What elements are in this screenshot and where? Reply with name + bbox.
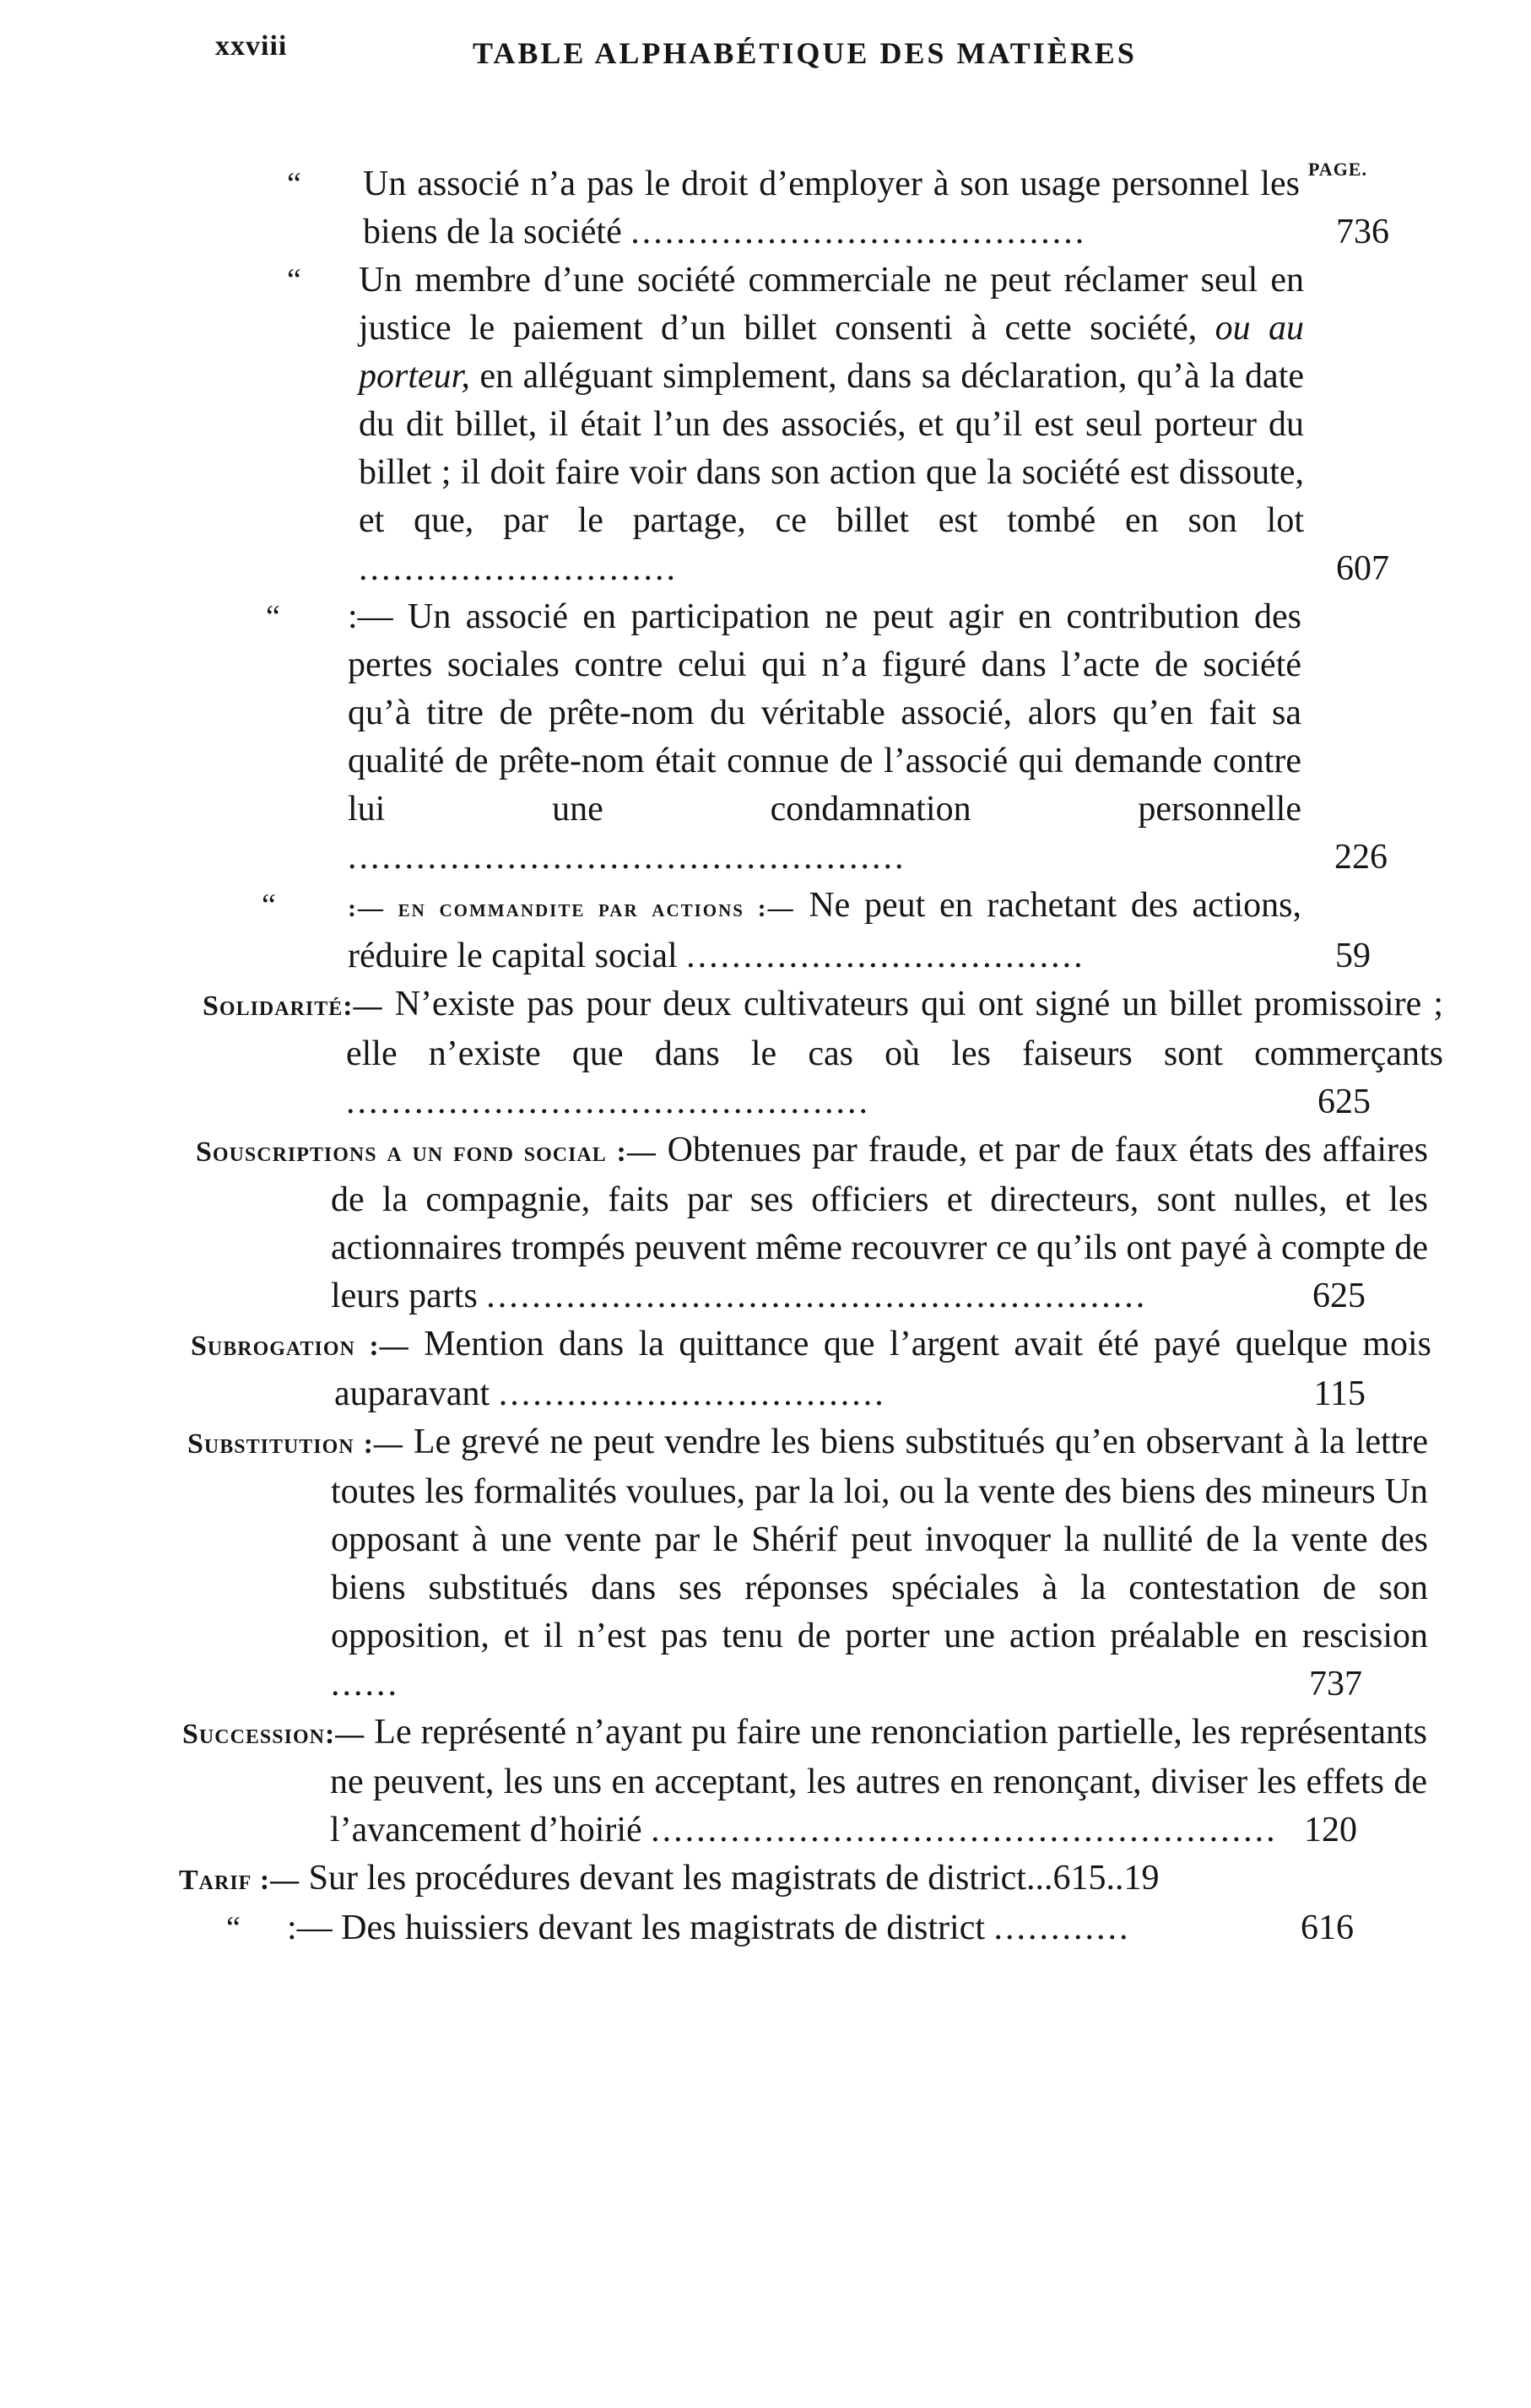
leader-dots: .................................. — [498, 1374, 886, 1413]
page-reference: 625 — [1317, 1083, 1371, 1121]
leader-dots: ............................ — [359, 549, 678, 588]
entry-text: Un associé n’a pas le droit d’employer à son usage personnel les biens de la société — [363, 165, 1300, 251]
page-reference: 120 — [1304, 1811, 1357, 1849]
leader-dots: ...... — [331, 1665, 399, 1703]
entry-text: Obtenues par fraude, et par de faux états des affaires de la compagnie, faits par ses officiers et directeurs, sont nulles, et les actionnaires trompés peuvent même recouvrer ce qu’ils ont payé à compte de leurs parts — [331, 1131, 1428, 1315]
page-header — [215, 30, 1388, 81]
index-entry — [0, 1418, 1531, 1709]
entry-text: Mention dans la quittance que l’argent avait été payé quelque mois auparavant — [334, 1325, 1431, 1413]
entry-text-italic: ou au porteur, — [359, 309, 1305, 396]
index-entry — [0, 1126, 1531, 1320]
ditto-marker: “ — [287, 262, 301, 298]
page-column-label: PAGE. — [1308, 159, 1367, 180]
entry-text-continued: en alléguant simplement, dans sa déclaration, qu’à la date du dit billet, il était l’un des associés, et qu’il est seul porteur du billet ; il doit faire voir dans son action que la société est dissoute, et que, par le partage, ce billet est tombé en son lot — [359, 357, 1305, 540]
page-reference: 59 — [1335, 937, 1371, 975]
index-entry — [0, 1855, 1531, 1904]
index-entry — [0, 160, 1531, 256]
page-reference: 616 — [1301, 1909, 1354, 1947]
entry-text: Un membre d’une société commerciale ne peut réclamer seul en justice le paiement d’un billet consenti à cette société, — [359, 261, 1304, 348]
entry-heading: Substitution :— — [187, 1428, 403, 1460]
subheading: :— en commandite par actions :— — [348, 894, 795, 922]
page-reference: 736 — [1336, 213, 1389, 251]
entry-text: :— Un associé en participation ne peut agir en contribution des pertes sociales contre celui qui n’a figuré dans l’acte de société qu’à titre de prête-nom du véritable associé, alors qu’en fait sa qualité de prête-nom était connue de l’associé qui demande contre lui une condamnation personnelle — [348, 597, 1301, 829]
page-number: xxviii — [215, 30, 288, 62]
leader-dots: ................................................. — [348, 838, 906, 877]
leader-dots: .............................................. — [346, 1083, 870, 1121]
entry-heading: Souscriptions a un fond social :— — [196, 1137, 657, 1168]
leader-dots: ................................... — [686, 937, 1085, 975]
entry-text: Le représenté n’ayant pu faire une renonciation partielle, les représentants ne peuvent, les uns en acceptant, les autres en renonçant, diviser les effets de l’avancement d’hoirié — [330, 1713, 1427, 1849]
ditto-marker: “ — [266, 599, 280, 634]
index-entry — [0, 882, 1531, 980]
index-entry — [0, 593, 1531, 882]
entry-text: :— Des huissiers devant les magistrats de district — [287, 1909, 986, 1947]
leader-dots: ............ — [993, 1909, 1131, 1947]
leader-dots: ....................................................... — [651, 1811, 1278, 1849]
page-reference: 115 — [1313, 1374, 1366, 1413]
entry-heading: Succession:— — [182, 1719, 365, 1750]
entry-text: Ne peut en rachetant des actions, réduire le capital social — [348, 886, 1301, 975]
index-entry — [0, 1320, 1531, 1418]
page-reference: 226 — [1334, 838, 1388, 877]
page-reference: 607 — [1336, 549, 1389, 588]
running-title: TABLE ALPHABÉTIQUE DES MATIÈRES — [473, 36, 1137, 70]
index-entry — [0, 1904, 1531, 1952]
entry-text: Sur les procédures devant les magistrats de district...615..19 — [308, 1859, 1160, 1898]
entry-heading: Tarif :— — [179, 1865, 300, 1896]
index-entry — [0, 980, 1531, 1126]
index-entry — [0, 256, 1531, 593]
ditto-marker: “ — [226, 1910, 241, 1946]
index-entries — [0, 152, 1531, 1952]
index-entry — [0, 1709, 1531, 1855]
page-reference: 737 — [1309, 1665, 1362, 1703]
entry-heading: Subrogation :— — [191, 1331, 409, 1362]
leader-dots: ........................................ — [630, 213, 1087, 251]
page-reference: 625 — [1312, 1277, 1366, 1315]
entry-text: N’existe pas pour deux cultivateurs qui ont signé un billet promissoire ; elle n’existe que dans le cas où les faiseurs sont commerçants — [346, 985, 1443, 1073]
ditto-marker: “ — [262, 888, 276, 923]
leader-dots: .......................................................... — [486, 1277, 1148, 1315]
ditto-marker: “ — [287, 166, 301, 202]
entry-heading: Solidarité:— — [203, 991, 383, 1022]
entry-text: Le grevé ne peut vendre les biens substitués qu’en observant à la lettre toutes les formalités voulues, par la loi, ou la vente des biens des mineurs Un opposant à une vente par le Shérif peut invoquer la nullité de la vente des biens substitués dans ses réponses spéciales à la contestation de son opposition, et il n’est pas tenu de porter une action préalable en rescision — [331, 1423, 1428, 1655]
